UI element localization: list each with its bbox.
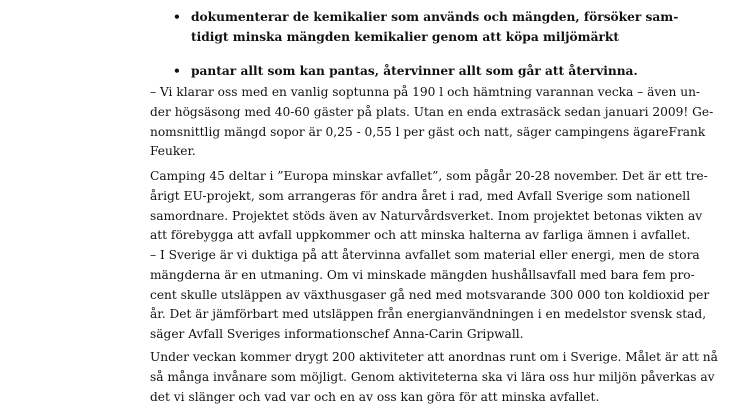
paragraph-line: – Vi klarar oss med en vanlig soptunna på 190 l och hämtning varannan vecka – även un-	[150, 85, 701, 99]
paragraph-line: så många invånare som möjligt. Genom aktiviteterna ska vi lära oss hur miljön påverkas av	[150, 369, 715, 384]
paragraph-line: Under veckan kommer drygt 200 aktiviteter att anordnas runt om i Sverige. Målet är att nå	[150, 350, 718, 364]
paragraph-line: nomsnittlig mängd sopor är 0,25 - 0,55 l per gäst och natt, säger campingens ägareFrank	[150, 124, 706, 139]
paragraph-quote-owner	[150, 83, 714, 162]
bullet-line: dokumenterar de kemikalier som används och mängden, försöker sam-	[191, 10, 679, 24]
paragraph-line: cent skulle utsläppen av växthusgaser gå ned med motsvarande 300 000 ton koldioxid per	[150, 287, 710, 302]
paragraph-line: samordnare. Projektet stöds även av Naturvårdsverket. Inom projektet betonas vikten av	[150, 208, 703, 223]
paragraph-line: – I Sverige är vi duktiga på att återvinna avfallet som material eller energi, men de stora	[150, 248, 700, 262]
bullet-symbol: •	[173, 64, 181, 78]
paragraph-line: der högsäsong med 40-60 gäster på plats. Utan en enda extrasäck sedan januari 2009! Ge-	[150, 104, 714, 119]
bullet-item	[171, 61, 661, 81]
paragraph-line: mängderna är en utmaning. Om vi minskade mängden hushållsavfall med bara fem pro-	[150, 267, 695, 282]
bullet-symbol: •	[173, 10, 181, 24]
paragraph-line: Feuker.	[150, 144, 196, 159]
paragraph-line: att förebygga att avfall uppkommer och att minska halterna av farliga ämnen i avfallet.	[150, 228, 691, 243]
paragraph-line: år. Det är jämförbart med utsläppen från energianvändningen i en medelstor svensk stad,	[150, 307, 707, 322]
paragraph-line: Camping 45 deltar i ”Europa minskar avfallet”, som pågår 20-28 november. Det är ett tre-	[150, 169, 708, 183]
bullet-list	[171, 7, 679, 95]
paragraph-line: årigt EU-projekt, som arrangeras för andra året i rad, med Avfall Sverige som nationell	[150, 188, 691, 203]
paragraph-activities	[150, 348, 718, 407]
paragraph-quote-gripwall	[150, 246, 710, 345]
paragraph-project	[150, 167, 708, 246]
paragraph-line: det vi slänger och vad var och en av oss kan göra för att minska avfallet.	[150, 389, 600, 404]
bullet-item	[171, 7, 679, 47]
bullet-line: tidigt minska mängden kemikalier genom att köpa miljömärkt	[191, 30, 619, 44]
bullet-line: pantar allt som kan pantas, återvinner allt som går att återvinna.	[191, 64, 638, 78]
paragraph-line: säger Avfall Sveriges informationschef Anna-Carin Gripwall.	[150, 327, 524, 342]
